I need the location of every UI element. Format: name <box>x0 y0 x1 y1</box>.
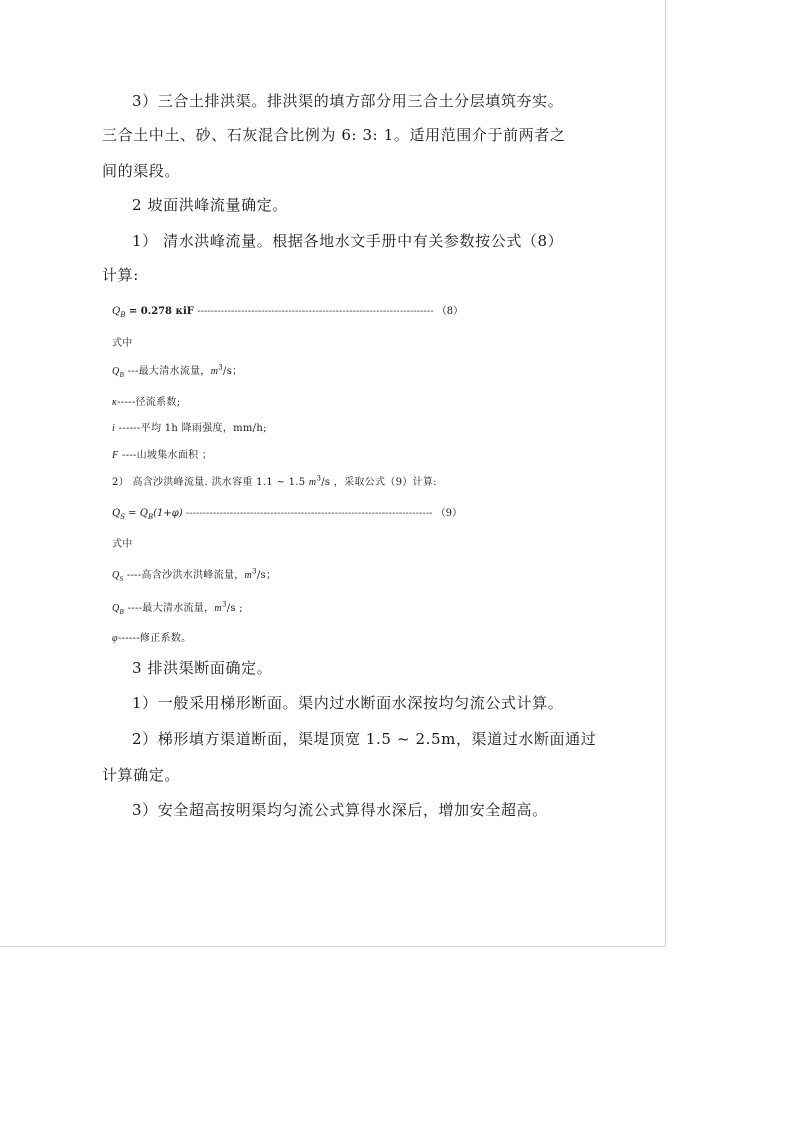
definition-qb-2-unit-tail: /s ; <box>226 603 243 614</box>
definition-qb-2 <box>112 599 243 616</box>
where-label-2: 式中 <box>112 539 133 550</box>
formula-9-leader: ------------------------------------------------------------------------- <box>185 508 433 519</box>
section-3-item-2-line-1: 2）梯形填方渠道断面，渠堤顶宽 1.5 ~ 2.5m，渠道过水断面通过 <box>132 730 597 748</box>
definition-i <box>112 419 267 434</box>
formula-9-rhs-sub: B <box>147 513 154 521</box>
definition-qb-sub: B <box>119 371 125 379</box>
formula-9-number: （9） <box>435 508 463 519</box>
paragraph-sediment-flood-post: /s ，采取公式（9）计算: <box>321 477 437 488</box>
definition-kappa <box>112 393 180 408</box>
section-3-heading: 3 排洪渠断面确定。 <box>132 659 273 677</box>
definition-f <box>112 446 212 461</box>
formula-8-rhs: = 0.278 κiF <box>125 306 194 317</box>
paragraph-sediment-flood-unit: m <box>308 477 317 488</box>
definition-qs-sub: S <box>119 575 124 583</box>
paragraph-3-line-3: 间的渠段。 <box>102 162 181 180</box>
section-2-heading: 2 坡面洪峰流量确定。 <box>132 196 288 214</box>
formula-9-lhs: Q <box>112 508 121 519</box>
definition-qs-unit-tail: /s； <box>256 570 277 581</box>
definition-phi-text: ------修正系数。 <box>117 633 192 644</box>
section-3-item-2-line-2: 计算确定。 <box>102 766 181 784</box>
formula-8-lhs-sub: B <box>120 311 126 319</box>
formula-8-lhs: Q <box>112 306 121 317</box>
definition-qb-unit: m <box>210 366 219 377</box>
definition-kappa-text: -----径流系数; <box>117 397 181 408</box>
definition-phi <box>112 629 191 644</box>
definition-qb-2-unit: m <box>214 603 222 614</box>
definition-qb-symbol: Q <box>112 366 120 377</box>
where-label-1: 式中 <box>112 338 133 349</box>
section-3-item-3: 3）安全超高按明渠均匀流公式算得水深后，增加安全超高。 <box>132 801 548 819</box>
paragraph-clear-flood-line-1: 1） 清水洪峰流量。根据各地水文手册中有关参数按公式（8） <box>132 232 564 250</box>
definition-qs <box>112 566 276 583</box>
definition-qb-2-text: ----最大清水流量， <box>124 603 215 614</box>
paragraph-clear-flood-line-2: 计算: <box>102 266 139 284</box>
definition-qs-unit-sup: 3 <box>252 567 257 576</box>
formula-9-rhs-tail: (1+φ) <box>153 508 183 519</box>
definition-f-text: ----山坡集水面积 ； <box>118 450 213 461</box>
definition-i-text: ------平均 1h 降雨强度，mm/h; <box>115 423 267 434</box>
definition-qs-unit: m <box>244 570 253 581</box>
paragraph-3-line-2: 三合土中土、砂、石灰混合比例为 6: 3: 1。适用范围介于前两者之 <box>102 126 566 144</box>
formula-8 <box>112 302 463 319</box>
formula-9-lhs-sub: S <box>120 513 125 521</box>
definition-qs-symbol: Q <box>112 570 120 581</box>
definition-qb-2-unit-sup: 3 <box>221 600 227 609</box>
definition-qb <box>112 362 242 379</box>
formula-9-rhs: = Q <box>125 508 148 519</box>
section-3-item-1: 1）一般采用梯形断面。渠内过水断面水深按均匀流公式计算。 <box>132 694 564 712</box>
definition-phi-symbol: φ <box>112 633 118 644</box>
definition-qb-unit-tail: /s； <box>223 366 243 377</box>
definition-kappa-symbol: κ <box>112 397 118 408</box>
formula-8-number: （8） <box>436 306 464 317</box>
definition-i-symbol: i <box>112 423 116 434</box>
definition-qs-text: ----高含沙洪水洪峰流量， <box>123 570 245 581</box>
definition-f-symbol: F <box>112 450 119 461</box>
definition-qb-text: ---最大清水流量， <box>124 366 211 377</box>
definition-qb-2-sub: B <box>119 608 125 616</box>
definition-qb-2-symbol: Q <box>112 603 120 614</box>
definition-qb-unit-sup: 3 <box>218 363 224 372</box>
formula-8-leader: ---------------------------------------------------------------------- <box>197 306 434 317</box>
formula-9 <box>112 504 462 521</box>
paragraph-sediment-flood-unit-sup: 3 <box>316 474 322 483</box>
paragraph-3-line-1: 3）三合土排洪渠。排洪渠的填方部分用三合土分层填筑夯实。 <box>132 92 564 110</box>
paragraph-sediment-flood-pre: 2） 高含沙洪峰流量. 洪水容重 1.1 ~ 1.5 <box>112 477 309 488</box>
paragraph-sediment-flood <box>112 473 437 488</box>
